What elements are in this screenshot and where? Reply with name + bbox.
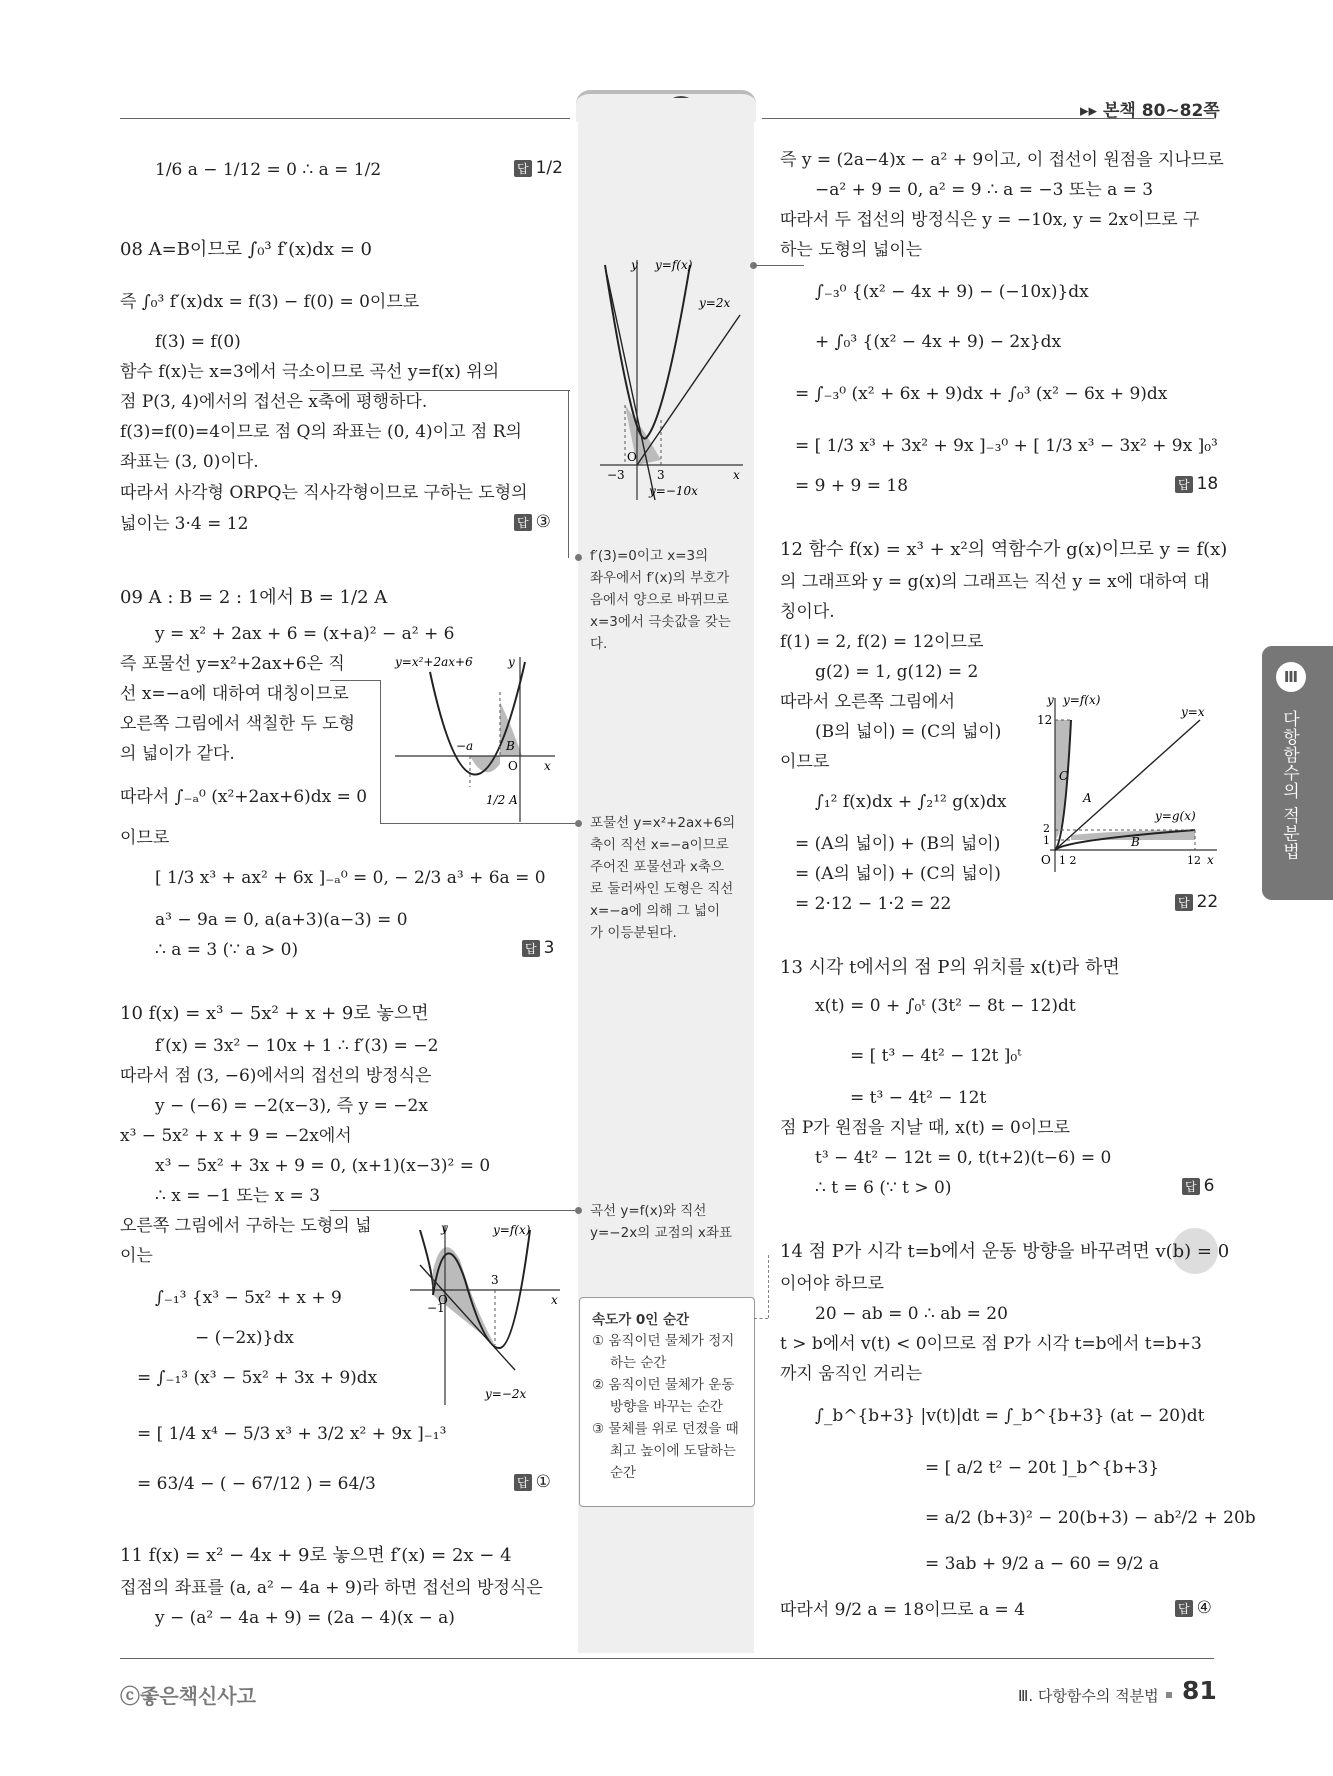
side-tab-text: 다항함수의 적분법: [1279, 710, 1299, 861]
q14-line-4: 까지 움직인 거리는: [780, 1364, 923, 1384]
label-neg3: −3: [607, 468, 625, 482]
footer-rule: [120, 1658, 1214, 1659]
footer-page-number: 81: [1182, 1676, 1217, 1705]
tangent-neg10x: [607, 275, 655, 500]
note1-line: f′(3)=0이고 x=3의: [590, 548, 709, 564]
q13-line-4: 점 P가 원점을 지날 때, x(t) = 0이므로: [780, 1118, 1071, 1138]
note1-line: x=3에서 극솟값을 갖는: [590, 614, 731, 630]
box-item: 순간: [610, 1465, 637, 1481]
note3-line: y=−2x의 교점의 x좌표: [590, 1225, 733, 1241]
box-title: 속도가 0인 순간: [592, 1312, 690, 1328]
q12-line-10: = (A의 넓이) + (C의 넓이): [795, 864, 1001, 884]
label-fx: y=f(x): [1063, 693, 1101, 707]
q11-cont-line-5: + ∫₀³ {(x² − 4x + 9) − 2x}dx: [815, 332, 1062, 352]
q12-line-6: (B의 넓이) = (C의 넓이): [815, 722, 1002, 742]
note1-leader-h: [310, 390, 570, 391]
box-item: 방향을 바꾸는 순간: [610, 1399, 723, 1415]
q11-line-2: y − (a² − 4a + 9) = (2a − 4)(x − a): [155, 1608, 455, 1628]
q09-line-9: a³ − 9a = 0, a(a+3)(a−3) = 0: [155, 910, 408, 930]
label-y: y: [1047, 693, 1054, 707]
label-y: y: [508, 655, 515, 669]
box-item: ③ 물체를 위로 던졌을 때: [592, 1421, 739, 1437]
figure-q11-graph: [595, 255, 745, 500]
q10-line-3: y − (−6) = −2(x−3), 즉 y = −2x: [155, 1096, 428, 1116]
q14-line-5: ∫_b^{b+3} |v(t)|dt = ∫_b^{b+3} (at − 20)dt: [815, 1406, 1205, 1426]
q08-line-3: 함수 f(x)는 x=3에서 극소이므로 곡선 y=f(x) 위의: [120, 362, 500, 382]
answer-badge: 답: [1182, 1178, 1200, 1195]
q11-answer: [1175, 474, 1218, 494]
answer-value: ①: [535, 1472, 551, 1492]
leader-line: [754, 265, 804, 266]
note2-line: 축이 직선 x=−a이므로: [590, 837, 729, 853]
q08-line-2: f(3) = f(0): [155, 332, 241, 352]
answer-value: ③: [535, 512, 551, 532]
q12-line-8: ∫₁² f(x)dx + ∫₂¹² g(x)dx: [815, 792, 1007, 812]
label-A: A: [1083, 791, 1092, 805]
box-item: ① 움직이던 물체가 정지: [592, 1333, 735, 1349]
label-y: y: [631, 258, 638, 272]
box-connector-v: [768, 1255, 770, 1318]
q13-line-6: ∴ t = 6 (∵ t > 0): [815, 1178, 952, 1198]
answer-value: 1/2: [535, 158, 563, 178]
box-item: 최고 높이에 도달하는: [610, 1443, 736, 1459]
note-q10: [590, 1200, 746, 1244]
label-curve: y=x²+2ax+6: [395, 655, 473, 669]
q12-answer: [1175, 892, 1218, 912]
q10-line-7: 오른쪽 그림에서 구하는 도형의 넓: [120, 1216, 372, 1236]
q12-line-2: 칭이다.: [780, 602, 835, 622]
label-neg-a: −a: [456, 739, 474, 753]
label-x: x: [733, 468, 740, 482]
q12-line-9: = (A의 넓이) + (B의 넓이): [795, 834, 1001, 854]
q08-line-8: 넓이는 3·4 = 12: [120, 514, 249, 534]
label-1-2: 1 2: [1059, 854, 1077, 867]
note-q08: [590, 545, 746, 655]
q12-line-1: 의 그래프와 y = g(x)의 그래프는 직선 y = x에 대하여 대: [780, 572, 1210, 592]
q11-cont-line-2: 따라서 두 접선의 방정식은 y = −10x, y = 2x이므로 구: [780, 210, 1200, 230]
q14-line-2: 20 − ab = 0 ∴ ab = 20: [815, 1304, 1008, 1324]
q09-line-10: ∴ a = 3 (∵ a > 0): [155, 940, 299, 960]
label-x: x: [544, 759, 551, 773]
q09-line-2: 즉 포물선 y=x²+2ax+6은 직: [120, 654, 345, 674]
note2-leader-v: [380, 680, 381, 823]
q11-cont-line-0: 즉 y = (2a−4)x − a² + 9이고, 이 접선이 원점을 지나므로: [780, 150, 1224, 170]
q09-line-7: 이므로: [120, 828, 170, 848]
label-B: B: [506, 739, 515, 753]
q11-cont-line-6: = ∫₋₃⁰ (x² + 6x + 9)dx + ∫₀³ (x² − 6x + 9)dx: [795, 384, 1168, 404]
curve-f: [605, 265, 690, 439]
note2-line: 가 이등분된다.: [590, 925, 677, 941]
footer-chapter: Ⅲ. 다항함수의 적분법: [1018, 1687, 1159, 1705]
header-rule-left: [120, 118, 570, 119]
q14-line-0: 14 점 P가 시각 t=b에서 운동 방향을 바꾸려면 v(b) = 0: [780, 1241, 1230, 1262]
figure-q10-graph: [405, 1220, 565, 1405]
q08-line-1: 즉 ∫₀³ f′(x)dx = f(3) − f(0) = 0이므로: [120, 292, 420, 312]
label-2: 2: [1043, 822, 1050, 835]
note2-leader-h: [330, 680, 380, 681]
q12-line-4: g(2) = 1, g(12) = 2: [815, 662, 979, 682]
label-origin: O: [627, 450, 637, 464]
q09-line-8: [ 1/3 x³ + ax² + 6x ]₋ₐ⁰ = 0, − 2/3 a³ + 6a = 0: [155, 868, 546, 888]
q13-line-5: t³ − 4t² − 12t = 0, t(t+2)(t−6) = 0: [815, 1148, 1112, 1168]
box-item: ② 움직이던 물체가 운동: [592, 1377, 735, 1393]
answer-badge: 답: [514, 514, 532, 531]
answer-value: ④: [1196, 1598, 1212, 1618]
note3-leader: [330, 1210, 575, 1211]
label-y: y: [441, 1221, 448, 1235]
left-top-line: 1/6 a − 1/12 = 0 ∴ a = 1/2: [155, 160, 382, 180]
q11-line-1: 접점의 좌표를 (a, a² − 4a + 9)라 하면 접선의 방정식은: [120, 1578, 543, 1598]
label-3: 3: [491, 1273, 499, 1287]
figure-q09-graph: [390, 652, 560, 822]
note2-leader-h2: [380, 823, 575, 824]
q13-line-2: = [ t³ − 4t² − 12t ]₀ᵗ: [850, 1046, 1022, 1066]
label-2x: y=2x: [699, 296, 731, 310]
q10-line-12: = [ 1/4 x⁴ − 5/3 x³ + 3/2 x² + 9x ]₋₁³: [137, 1424, 447, 1444]
left-top-answer: [514, 158, 563, 178]
note1-line: 다.: [590, 636, 608, 652]
box-items: [592, 1330, 739, 1484]
q08-line-7: 따라서 사각형 ORPQ는 직사각형이므로 구하는 도형의: [120, 483, 528, 503]
q14-line-8: = 3ab + 9/2 a − 60 = 9/2 a: [925, 1554, 1160, 1574]
answer-badge: 답: [522, 940, 540, 957]
q10-line-6: ∴ x = −1 또는 x = 3: [155, 1186, 321, 1206]
label-neg10x: y=−10x: [649, 484, 698, 498]
q09-line-4: 오른쪽 그림에서 색칠한 두 도형: [120, 714, 356, 734]
label-x: x: [551, 1293, 558, 1307]
tangent-2x: [637, 315, 740, 465]
side-tab-numeral: Ⅲ: [1276, 662, 1306, 692]
figure-q12-graph: [1035, 690, 1220, 872]
answer-badge: 답: [514, 1474, 532, 1491]
q13-line-3: = t³ − 4t² − 12t: [850, 1088, 987, 1108]
q08-answer: [514, 512, 551, 532]
q11-line-0: 11 f(x) = x² − 4x + 9로 놓으면 f′(x) = 2x − 4: [120, 1545, 512, 1566]
q09-line-1: y = x² + 2ax + 6 = (x+a)² − a² + 6: [155, 624, 455, 644]
q14-line-7: = a/2 (b+3)² − 20(b+3) − ab²/2 + 20b: [925, 1508, 1256, 1528]
note3-dot: [575, 1207, 582, 1214]
q09-line-3: 선 x=−a에 대하여 대칭이므로: [120, 684, 349, 704]
q11-cont-line-1: −a² + 9 = 0, a² = 9 ∴ a = −3 또는 a = 3: [815, 180, 1154, 200]
q09-line-5: 의 넓이가 같다.: [120, 744, 235, 764]
footer-publisher: ⓒ좋은책신사고: [120, 1684, 256, 1708]
answer-value: 18: [1196, 474, 1219, 494]
answer-badge: 답: [514, 160, 532, 177]
q13-answer: [1182, 1176, 1214, 1196]
q10-line-8: 이는: [120, 1246, 153, 1266]
q14-line-6: = [ a/2 t² − 20t ]_b^{b+3}: [925, 1458, 1160, 1478]
q11-cont-line-7: = [ 1/3 x³ + 3x² + 9x ]₋₃⁰ + [ 1/3 x³ − 3x² + 9x ]₀³: [795, 436, 1218, 456]
q14-line-9: 따라서 9/2 a = 18이므로 a = 4: [780, 1600, 1025, 1620]
q10-line-10: − (−2x)}dx: [195, 1328, 294, 1348]
label-x: x: [1207, 853, 1214, 867]
q14-line-3: t > b에서 v(t) < 0이므로 점 P가 시각 t=b에서 t=b+3: [780, 1334, 1202, 1354]
q08-line-0: 08 A=B이므로 ∫₀³ f′(x)dx = 0: [120, 239, 372, 260]
q10-answer: [514, 1472, 551, 1492]
header-page-ref: ▸▸ 본책 80~82쪽: [1080, 101, 1220, 121]
answer-badge: 답: [1175, 1600, 1193, 1617]
note3-line: 곡선 y=f(x)와 직선: [590, 1203, 707, 1219]
label-12: 12: [1037, 713, 1053, 727]
q10-line-0: 10 f(x) = x³ − 5x² + x + 9로 놓으면: [120, 1003, 429, 1024]
label-origin: O: [438, 1293, 448, 1307]
q10-line-13: = 63/4 − ( − 67/12 ) = 64/3: [137, 1474, 376, 1494]
label-origin: O: [508, 759, 518, 773]
q11-cont-line-8: = 9 + 9 = 18: [795, 476, 909, 496]
note2-line: x=−a에 의해 그 넓이: [590, 903, 721, 919]
label-fx: y=f(x): [655, 258, 693, 272]
note1-line: 좌우에서 f′(x)의 부호가: [590, 570, 730, 586]
label-C: C: [1059, 769, 1069, 783]
label-neg2x: y=−2x: [485, 1387, 527, 1401]
q11-cont-line-3: 하는 도형의 넓이는: [780, 240, 923, 260]
q10-line-5: x³ − 5x² + 3x + 9 = 0, (x+1)(x−3)² = 0: [155, 1156, 491, 1176]
label-x12: 12: [1187, 854, 1201, 867]
q10-line-1: f′(x) = 3x² − 10x + 1 ∴ f′(3) = −2: [155, 1036, 439, 1056]
note2-line: 포물선 y=x²+2ax+6의: [590, 815, 736, 831]
label-origin: O: [1041, 853, 1051, 867]
box-item: 하는 순간: [610, 1355, 667, 1371]
label-3: 3: [657, 468, 665, 482]
label-B: B: [1131, 835, 1140, 849]
label-neg1: −1: [427, 1301, 445, 1315]
footer-separator: [1166, 1692, 1172, 1698]
q13-line-1: x(t) = 0 + ∫₀ᵗ (3t² − 8t − 12)dt: [815, 996, 1076, 1016]
answer-value: 3: [543, 938, 555, 958]
q10-line-11: = ∫₋₁³ (x³ − 5x² + 3x + 9)dx: [137, 1368, 378, 1388]
answer-value: 6: [1203, 1176, 1215, 1196]
label-A: 1/2 A: [486, 793, 518, 807]
label-gx: y=g(x): [1155, 809, 1196, 823]
q09-line-6: 따라서 ∫₋ₐ⁰ (x²+2ax+6)dx = 0: [120, 787, 368, 807]
label-y-eq-x: y=x: [1181, 705, 1205, 719]
answer-value: 22: [1196, 892, 1219, 912]
q14-answer: [1175, 1598, 1212, 1618]
q12-line-11: = 2·12 − 1·2 = 22: [795, 894, 952, 914]
answer-badge: 답: [1175, 476, 1193, 493]
q08-line-4: 점 P(3, 4)에서의 접선은 x축에 평행하다.: [120, 392, 428, 412]
q09-line-0: 09 A : B = 2 : 1에서 B = 1/2 A: [120, 587, 388, 608]
note1-leader-v: [568, 390, 569, 558]
q09-answer: [522, 938, 554, 958]
label-1: 1: [1043, 834, 1050, 847]
q12-line-3: f(1) = 2, f(2) = 12이므로: [780, 632, 984, 652]
q11-cont-line-4: ∫₋₃⁰ {(x² − 4x + 9) − (−10x)}dx: [815, 282, 1089, 302]
note-q09: [590, 812, 746, 944]
q10-line-2: 따라서 점 (3, −6)에서의 접선의 방정식은: [120, 1066, 432, 1086]
q10-line-4: x³ − 5x² + x + 9 = −2x에서: [120, 1126, 352, 1146]
note2-line: 로 둘러싸인 도형은 직선: [590, 881, 734, 897]
label-fx: y=f(x): [493, 1223, 531, 1237]
note2-line: 주어진 포물선과 x축으: [590, 859, 724, 875]
line-neg2x: [420, 1265, 515, 1370]
box-connector: [754, 1318, 768, 1320]
note1-line: 음에서 양으로 바뀌므로: [590, 592, 729, 608]
q13-line-0: 13 시각 t에서의 점 P의 위치를 x(t)라 하면: [780, 957, 1120, 978]
q08-line-5: f(3)=f(0)=4이므로 점 Q의 좌표는 (0, 4)이고 점 R의: [120, 422, 522, 442]
q12-line-0: 12 함수 f(x) = x³ + x²의 역함수가 g(x)이므로 y = f(x): [780, 539, 1228, 560]
q14-line-1: 이어야 하므로: [780, 1274, 884, 1294]
q10-line-9: ∫₋₁³ {x³ − 5x² + x + 9: [155, 1288, 342, 1308]
q12-line-5: 따라서 오른쪽 그림에서: [780, 692, 956, 712]
q08-line-6: 좌표는 (3, 0)이다.: [120, 452, 259, 472]
note2-dot: [575, 820, 582, 827]
answer-badge: 답: [1175, 894, 1193, 911]
note1-dot: [575, 554, 582, 561]
q12-line-7: 이므로: [780, 752, 830, 772]
